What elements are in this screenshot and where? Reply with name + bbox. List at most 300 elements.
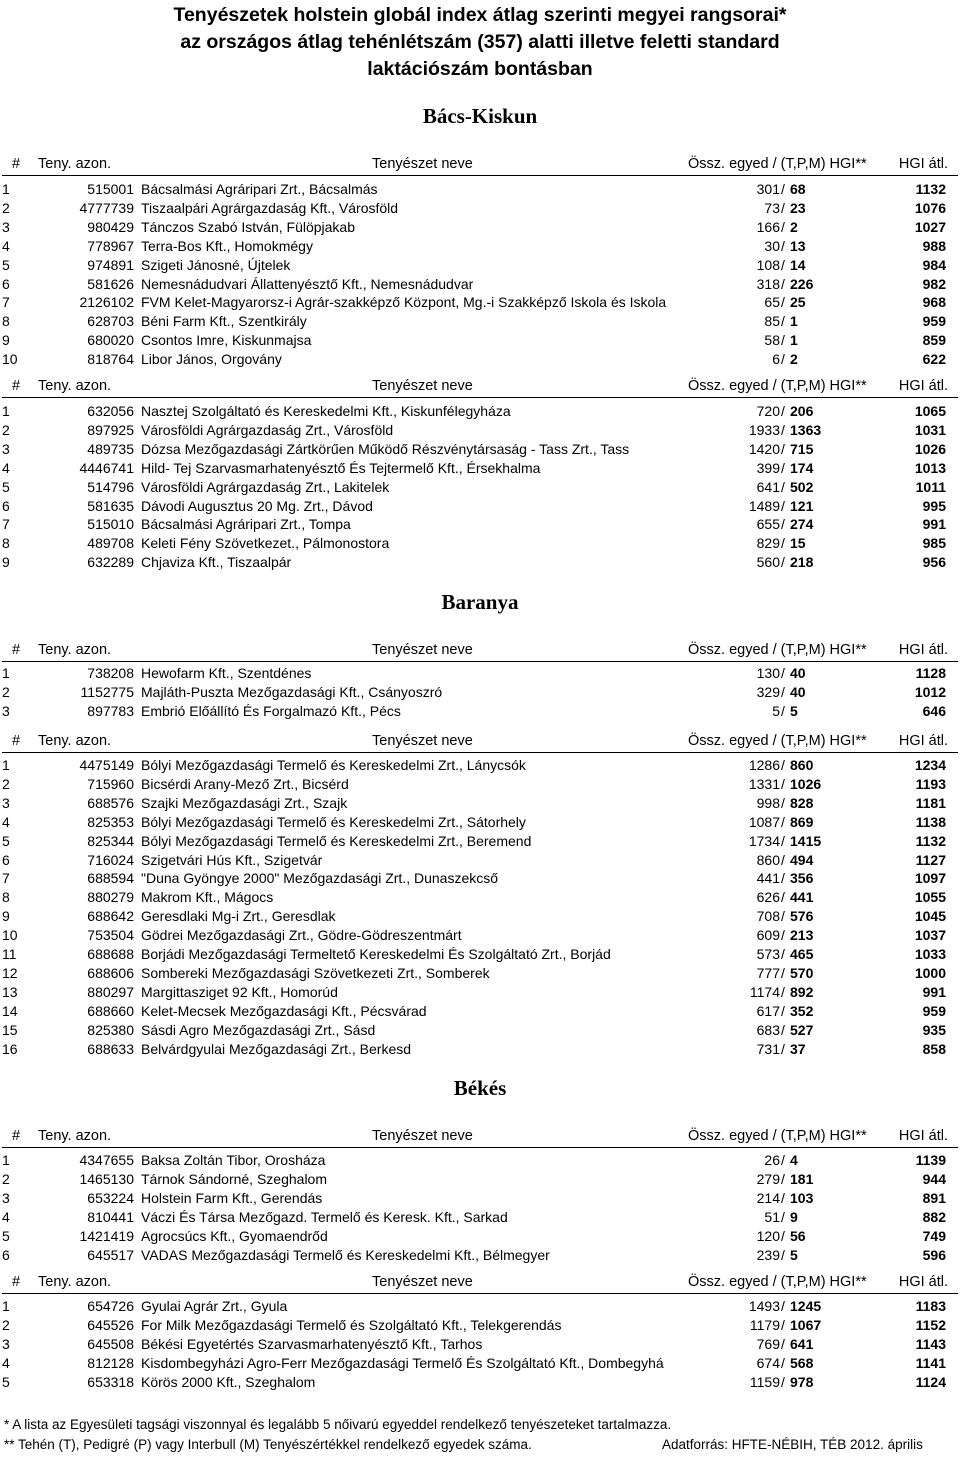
rank: 7 (2, 294, 10, 311)
hgi-average: 1097 (914, 870, 946, 887)
herd-id: 1421419 (79, 1227, 134, 1244)
herd-name: Bólyi Mezőgazdasági Termelő és Kereskedelmi Zrt., Sátorhely (141, 813, 526, 830)
hgi-average: 984 (922, 256, 946, 273)
separator-slash: / (781, 535, 785, 552)
herd-name: Tiszaalpári Agrárgazdaság Kft., Városföld (141, 199, 399, 216)
hgi-count: 274 (790, 516, 814, 533)
data-source: Adatforrás: HFTE-NÉBIH, TÉB 2012. április (662, 1437, 923, 1452)
col-name-header: Tenyészet neve (372, 1128, 473, 1144)
hgi-count: 56 (790, 1227, 806, 1244)
title-line-2: az országos átlag tehénlétszám (357) alatti illetve feletti standard (180, 31, 780, 53)
separator-slash: / (781, 1040, 785, 1057)
total-count: 1734 (748, 832, 780, 849)
table-row (0, 664, 960, 683)
total-count: 731 (756, 1040, 780, 1057)
rank: 4 (2, 1354, 10, 1371)
rank: 13 (2, 983, 18, 1000)
table-row (0, 851, 960, 870)
rank: 8 (2, 313, 10, 330)
col-ossz-header: Össz. egyed / (T,P,M) HGI** (688, 156, 867, 172)
hgi-count: 356 (790, 870, 814, 887)
hgi-average: 1012 (914, 683, 946, 700)
herd-id: 688642 (87, 908, 134, 925)
hgi-count: 1363 (790, 421, 822, 438)
hgi-count: 15 (790, 535, 806, 552)
hgi-average: 1152 (915, 1316, 946, 1333)
document-title (0, 2, 960, 83)
rank: 6 (2, 851, 10, 868)
table-row (0, 813, 960, 832)
table-row (0, 983, 960, 1002)
total-count: 617 (756, 1002, 780, 1019)
total-count: 30 (764, 237, 780, 254)
rank: 2 (2, 199, 10, 216)
total-count: 769 (756, 1335, 780, 1352)
herd-name: Majláth-Puszta Mezőgazdasági Kft., Csányoszró (141, 683, 443, 700)
separator-slash: / (781, 421, 785, 438)
hgi-average: 622 (922, 351, 946, 368)
total-count: 130 (756, 665, 780, 681)
separator-slash: / (781, 870, 785, 887)
hgi-average: 1138 (915, 813, 946, 830)
hgi-count: 892 (790, 983, 814, 1000)
hgi-average: 1181 (915, 794, 946, 811)
hgi-count: 25 (790, 294, 806, 311)
herd-name: For Milk Mezőgazdasági Termelő és Szolgáltató Kft., Telekgerendás (141, 1316, 562, 1333)
separator-slash: / (781, 1002, 785, 1019)
header-rule (2, 1293, 958, 1294)
rank: 5 (2, 256, 10, 273)
table-row (0, 869, 960, 888)
herd-id: 688633 (87, 1040, 134, 1057)
total-count: 609 (756, 927, 780, 944)
hgi-count: 174 (790, 459, 814, 476)
herd-id: 688660 (87, 1002, 134, 1019)
rank: 2 (2, 421, 10, 438)
table-row (0, 515, 960, 534)
herd-name: Szigeti Jánosné, Újtelek (141, 256, 291, 273)
rank: 9 (2, 908, 10, 925)
footnote-2: ** Tehén (T), Pedigré (P) vagy Interbull (M) Tenyészértékkel rendelkező egyedek száma. (4, 1437, 532, 1452)
hgi-average: 959 (922, 313, 946, 330)
separator-slash: / (781, 554, 785, 571)
table-row (0, 1021, 960, 1040)
col-name-header: Tenyészet neve (372, 733, 473, 749)
hgi-average: 959 (922, 1002, 946, 1019)
hgi-count: 494 (790, 851, 814, 868)
herd-id: 489735 (87, 440, 134, 457)
col-azon-header: Teny. azon. (38, 733, 112, 749)
herd-id: 716024 (87, 851, 134, 868)
col-name-header: Tenyészet neve (372, 1274, 473, 1290)
rank: 8 (2, 535, 10, 552)
hgi-count: 37 (790, 1040, 806, 1057)
hgi-average: 982 (922, 275, 946, 292)
separator-slash: / (781, 983, 785, 1000)
col-azon-header: Teny. azon. (38, 156, 112, 172)
separator-slash: / (781, 851, 785, 868)
herd-name: Libor János, Orgovány (141, 351, 282, 368)
herd-id: 688688 (87, 946, 134, 962)
herd-name: Terra-Bos Kft., Homokmégy (141, 237, 313, 254)
rank: 14 (2, 1002, 18, 1019)
table-header (0, 731, 960, 753)
rank: 1 (2, 403, 10, 419)
total-count: 65 (764, 294, 780, 311)
herd-id: 515010 (87, 516, 134, 533)
rank: 6 (2, 497, 10, 514)
total-count: 1174 (749, 983, 780, 1000)
region-title: Bács-Kiskun (422, 104, 538, 128)
hgi-average: 944 (922, 1170, 946, 1187)
herd-id: 4347655 (79, 1152, 134, 1168)
total-count: 1179 (749, 1316, 780, 1333)
hgi-count: 13 (790, 237, 806, 254)
separator-slash: / (781, 813, 785, 830)
herd-id: 1152775 (80, 683, 134, 700)
hgi-average: 991 (922, 516, 946, 533)
col-azon-header: Teny. azon. (38, 1274, 112, 1290)
col-num-header: # (12, 733, 21, 749)
col-num-header: # (12, 1274, 21, 1290)
rank: 5 (2, 832, 10, 849)
rank: 4 (2, 459, 10, 476)
table-row (0, 293, 960, 312)
herd-name: Hewofarm Kft., Szentdénes (141, 665, 312, 681)
herd-id: 812128 (87, 1354, 134, 1371)
separator-slash: / (781, 757, 785, 773)
hgi-count: 1026 (790, 775, 822, 792)
col-atl-header: HGI átl. (898, 733, 948, 749)
hgi-count: 576 (790, 908, 814, 925)
hgi-average: 596 (922, 1246, 946, 1263)
separator-slash: / (781, 683, 785, 700)
herd-id: 974891 (87, 256, 134, 273)
herd-name: Borjádi Mezőgazdasági Termeltető Kereskedelmi És Szolgáltató Zrt., Borjád (141, 946, 611, 962)
separator-slash: / (781, 1246, 785, 1263)
rank: 11 (2, 946, 17, 962)
hgi-count: 978 (790, 1373, 814, 1390)
herd-id: 4475149 (79, 757, 134, 773)
separator-slash: / (781, 256, 785, 273)
table-row (0, 497, 960, 516)
separator-slash: / (781, 946, 785, 962)
herd-name: Dávodi Augusztus 20 Mg. Zrt., Dávod (141, 497, 373, 514)
hgi-count: 68 (790, 181, 806, 197)
table-row (0, 331, 960, 350)
col-ossz-header: Össz. egyed / (T,P,M) HGI** (688, 378, 867, 394)
hgi-count: 103 (790, 1189, 814, 1206)
hgi-count: 828 (790, 794, 814, 811)
herd-name: Szigetvári Hús Kft., Szigetvár (141, 851, 323, 868)
table-row (0, 1354, 960, 1373)
table-row (0, 1227, 960, 1246)
herd-id: 688606 (87, 964, 134, 981)
herd-id: 810441 (87, 1208, 134, 1225)
header-rule (2, 1147, 958, 1148)
hgi-average: 1234 (914, 757, 946, 773)
herd-id: 738208 (87, 665, 134, 681)
table-row (0, 1040, 960, 1059)
total-count: 626 (756, 889, 780, 906)
hgi-count: 869 (790, 813, 814, 830)
herd-id: 515001 (87, 181, 134, 197)
hgi-count: 1 (790, 332, 798, 349)
rank: 9 (2, 554, 10, 571)
col-name-header: Tenyészet neve (372, 156, 473, 172)
hgi-average: 1027 (914, 218, 946, 235)
col-azon-header: Teny. azon. (38, 378, 112, 394)
herd-id: 1465130 (79, 1170, 134, 1187)
hgi-average: 1143 (915, 1335, 946, 1352)
rank: 2 (2, 775, 10, 792)
rank: 3 (2, 794, 10, 811)
table-row (0, 1208, 960, 1227)
hgi-average: 1128 (915, 665, 946, 681)
herd-id: 4777739 (79, 199, 134, 216)
herd-name: FVM Kelet-Magyarorsz-i Agrár-szakképző Központ, Mg.-i Szakképző Iskola és Iskola (141, 294, 667, 311)
hgi-count: 527 (790, 1021, 814, 1038)
hgi-average: 1065 (914, 403, 946, 419)
herd-name: Városföldi Agrárgazdaság Zrt., Városföld (141, 421, 394, 438)
herd-name: Margittasziget 92 Kft., Homorúd (141, 983, 338, 1000)
separator-slash: / (781, 516, 785, 533)
herd-id: 654726 (87, 1298, 134, 1314)
herd-id: 825353 (87, 813, 134, 830)
rank: 9 (2, 332, 10, 349)
title-line-3: laktációszám bontásban (367, 58, 593, 80)
hgi-count: 5 (790, 702, 798, 719)
header-rule (2, 397, 958, 398)
herd-id: 628703 (87, 313, 134, 330)
table-row (0, 237, 960, 256)
hgi-average: 858 (922, 1040, 946, 1057)
total-count: 1933 (748, 421, 780, 438)
col-azon-header: Teny. azon. (38, 1128, 112, 1144)
rank: 3 (2, 1335, 10, 1352)
total-count: 301 (756, 181, 780, 197)
total-count: 1489 (748, 497, 780, 514)
herd-name: Tárnok Sándorné, Szeghalom (141, 1170, 327, 1187)
total-count: 573 (756, 946, 780, 962)
rank: 7 (2, 516, 10, 533)
herd-name: Keleti Fény Szövetkezet., Pálmonostora (141, 535, 390, 552)
rank: 5 (2, 1227, 10, 1244)
col-ossz-header: Össz. egyed / (T,P,M) HGI** (688, 733, 867, 749)
hgi-average: 1141 (915, 1354, 946, 1371)
herd-name: Embrió Előállító És Forgalmazó Kft., Pécs (141, 702, 401, 719)
total-count: 58 (764, 332, 780, 349)
table-row (0, 888, 960, 907)
total-count: 214 (756, 1189, 780, 1206)
herd-name: Hild- Tej Szarvasmarhatenyésztő És Tejtermelő Kft., Érsekhalma (141, 459, 541, 476)
hgi-average: 1055 (914, 889, 946, 906)
herd-name: Körös 2000 Kft., Szeghalom (141, 1373, 316, 1390)
separator-slash: / (781, 497, 785, 514)
herd-name: Geresdlaki Mg-i Zrt., Geresdlak (141, 908, 336, 925)
herd-name: VADAS Mezőgazdasági Termelő és Kereskedelmi Kft., Bélmegyer (141, 1246, 550, 1263)
total-count: 1493 (748, 1298, 780, 1314)
total-count: 655 (756, 516, 780, 533)
total-count: 26 (764, 1152, 780, 1168)
herd-id: 489708 (87, 535, 134, 552)
total-count: 1087 (748, 813, 780, 830)
col-atl-header: HGI átl. (898, 642, 948, 658)
separator-slash: / (781, 275, 785, 292)
herd-name: Bólyi Mezőgazdasági Termelő és Kereskedelmi Zrt., Lánycsók (141, 757, 526, 773)
hgi-count: 860 (790, 757, 814, 773)
rank: 1 (2, 1298, 10, 1314)
table-header (0, 1272, 960, 1294)
herd-id: 514796 (87, 478, 134, 495)
total-count: 708 (756, 908, 780, 925)
rank: 6 (2, 1246, 10, 1263)
rank: 3 (2, 702, 10, 719)
herd-name: Makrom Kft., Mágocs (141, 889, 274, 906)
herd-name: Bácsalmási Agráripari Zrt., Tompa (141, 516, 351, 533)
separator-slash: / (781, 702, 785, 719)
table-row (0, 312, 960, 331)
table-row (0, 1002, 960, 1021)
separator-slash: / (781, 218, 785, 235)
table-row (0, 199, 960, 218)
hgi-average: 882 (922, 1208, 946, 1225)
table-row (0, 1189, 960, 1208)
rank: 3 (2, 1189, 10, 1206)
hgi-count: 40 (790, 665, 806, 681)
herd-id: 753504 (87, 927, 134, 944)
table-header (0, 376, 960, 398)
hgi-average: 1031 (914, 421, 946, 438)
hgi-count: 1245 (790, 1298, 822, 1314)
rank: 5 (2, 478, 10, 495)
hgi-average: 956 (922, 554, 946, 571)
total-count: 73 (764, 199, 780, 216)
hgi-average: 935 (922, 1021, 946, 1038)
herd-id: 818764 (87, 351, 134, 368)
herd-name: Holstein Farm Kft., Gerendás (141, 1189, 323, 1206)
header-rule (2, 752, 958, 753)
table-row (0, 218, 960, 237)
table-row (0, 180, 960, 199)
herd-name: Kisdombegyházi Agro-Ferr Mezőgazdasági Termelő És Szolgáltató Kft., Dombegyhá (141, 1354, 664, 1371)
total-count: 166 (756, 218, 780, 235)
herd-name: Váczi És Társa Mezőgazd. Termelő és Keresk. Kft., Sarkad (141, 1208, 508, 1225)
hgi-count: 2 (790, 218, 798, 235)
hgi-count: 5 (790, 1246, 798, 1263)
table-row (0, 1151, 960, 1170)
separator-slash: / (781, 181, 785, 197)
col-num-header: # (12, 642, 21, 658)
total-count: 1286 (748, 757, 780, 773)
col-azon-header: Teny. azon. (38, 642, 112, 658)
herd-name: Tánczos Szabó István, Fülöpjakab (141, 218, 356, 235)
rank: 7 (2, 870, 10, 887)
hgi-count: 1067 (790, 1316, 822, 1333)
col-atl-header: HGI átl. (898, 1274, 948, 1290)
separator-slash: / (781, 294, 785, 311)
herd-name: Bólyi Mezőgazdasági Termelő és Kereskedelmi Zrt., Beremend (141, 832, 532, 849)
hgi-average: 1076 (914, 199, 946, 216)
rank: 3 (2, 218, 10, 235)
separator-slash: / (781, 459, 785, 476)
separator-slash: / (781, 927, 785, 944)
total-count: 720 (756, 403, 780, 419)
col-name-header: Tenyészet neve (372, 642, 473, 658)
hgi-average: 1037 (914, 927, 946, 944)
col-atl-header: HGI átl. (898, 378, 948, 394)
separator-slash: / (781, 440, 785, 457)
table-row (0, 1373, 960, 1392)
table-row (0, 907, 960, 926)
rank: 2 (2, 1170, 10, 1187)
rank: 10 (2, 351, 18, 368)
separator-slash: / (781, 964, 785, 981)
separator-slash: / (781, 908, 785, 925)
hgi-average: 1045 (914, 908, 946, 925)
herd-name: Sásdi Agro Mezőgazdasági Zrt., Sásd (141, 1021, 376, 1038)
herd-id: 632056 (87, 403, 134, 419)
rank: 1 (2, 1152, 10, 1168)
col-name-header: Tenyészet neve (372, 378, 473, 394)
herd-id: 688576 (87, 794, 134, 811)
herd-name: Gyulai Agrár Zrt., Gyula (141, 1298, 288, 1314)
total-count: 641 (756, 478, 780, 495)
herd-id: 715960 (87, 775, 134, 792)
separator-slash: / (781, 478, 785, 495)
herd-name: Csontos Imre, Kiskunmajsa (141, 332, 312, 349)
separator-slash: / (781, 332, 785, 349)
herd-name: Baksa Zoltán Tibor, Orosháza (141, 1152, 326, 1168)
col-num-header: # (12, 156, 21, 172)
total-count: 279 (756, 1170, 780, 1187)
table-row (0, 478, 960, 497)
rank: 2 (2, 683, 10, 700)
table-row (0, 1246, 960, 1265)
rank: 5 (2, 1373, 10, 1390)
hgi-count: 1415 (790, 832, 822, 849)
hgi-count: 465 (790, 946, 814, 962)
hgi-average: 968 (922, 294, 946, 311)
total-count: 1331 (748, 775, 780, 792)
separator-slash: / (781, 1298, 785, 1314)
herd-id: 825380 (87, 1021, 134, 1038)
herd-name: Agrocsúcs Kft., Gyomaendrőd (141, 1227, 328, 1244)
herd-id: 645526 (87, 1316, 134, 1333)
hgi-average: 859 (922, 332, 946, 349)
footnote-1: * A lista az Egyesületi tagsági viszonnyal és legalább 5 nőivarú egyeddel rendelkező tenyészeteket tartalmazza. (4, 1417, 672, 1432)
total-count: 85 (764, 313, 780, 330)
rank: 16 (2, 1040, 18, 1057)
total-count: 108 (756, 256, 780, 273)
hgi-count: 14 (790, 256, 806, 273)
col-num-header: # (12, 378, 21, 394)
table-row (0, 1170, 960, 1189)
separator-slash: / (781, 1335, 785, 1352)
table-row (0, 1335, 960, 1354)
hgi-count: 568 (790, 1354, 814, 1371)
col-ossz-header: Össz. egyed / (T,P,M) HGI** (688, 642, 867, 658)
total-count: 329 (756, 683, 780, 700)
separator-slash: / (781, 1170, 785, 1187)
herd-id: 680020 (87, 332, 134, 349)
hgi-average: 891 (922, 1189, 946, 1206)
hgi-average: 749 (922, 1227, 946, 1244)
herd-id: 632289 (87, 554, 134, 571)
table-row (0, 683, 960, 702)
header-rule (2, 661, 958, 662)
herd-id: 880279 (87, 889, 134, 906)
